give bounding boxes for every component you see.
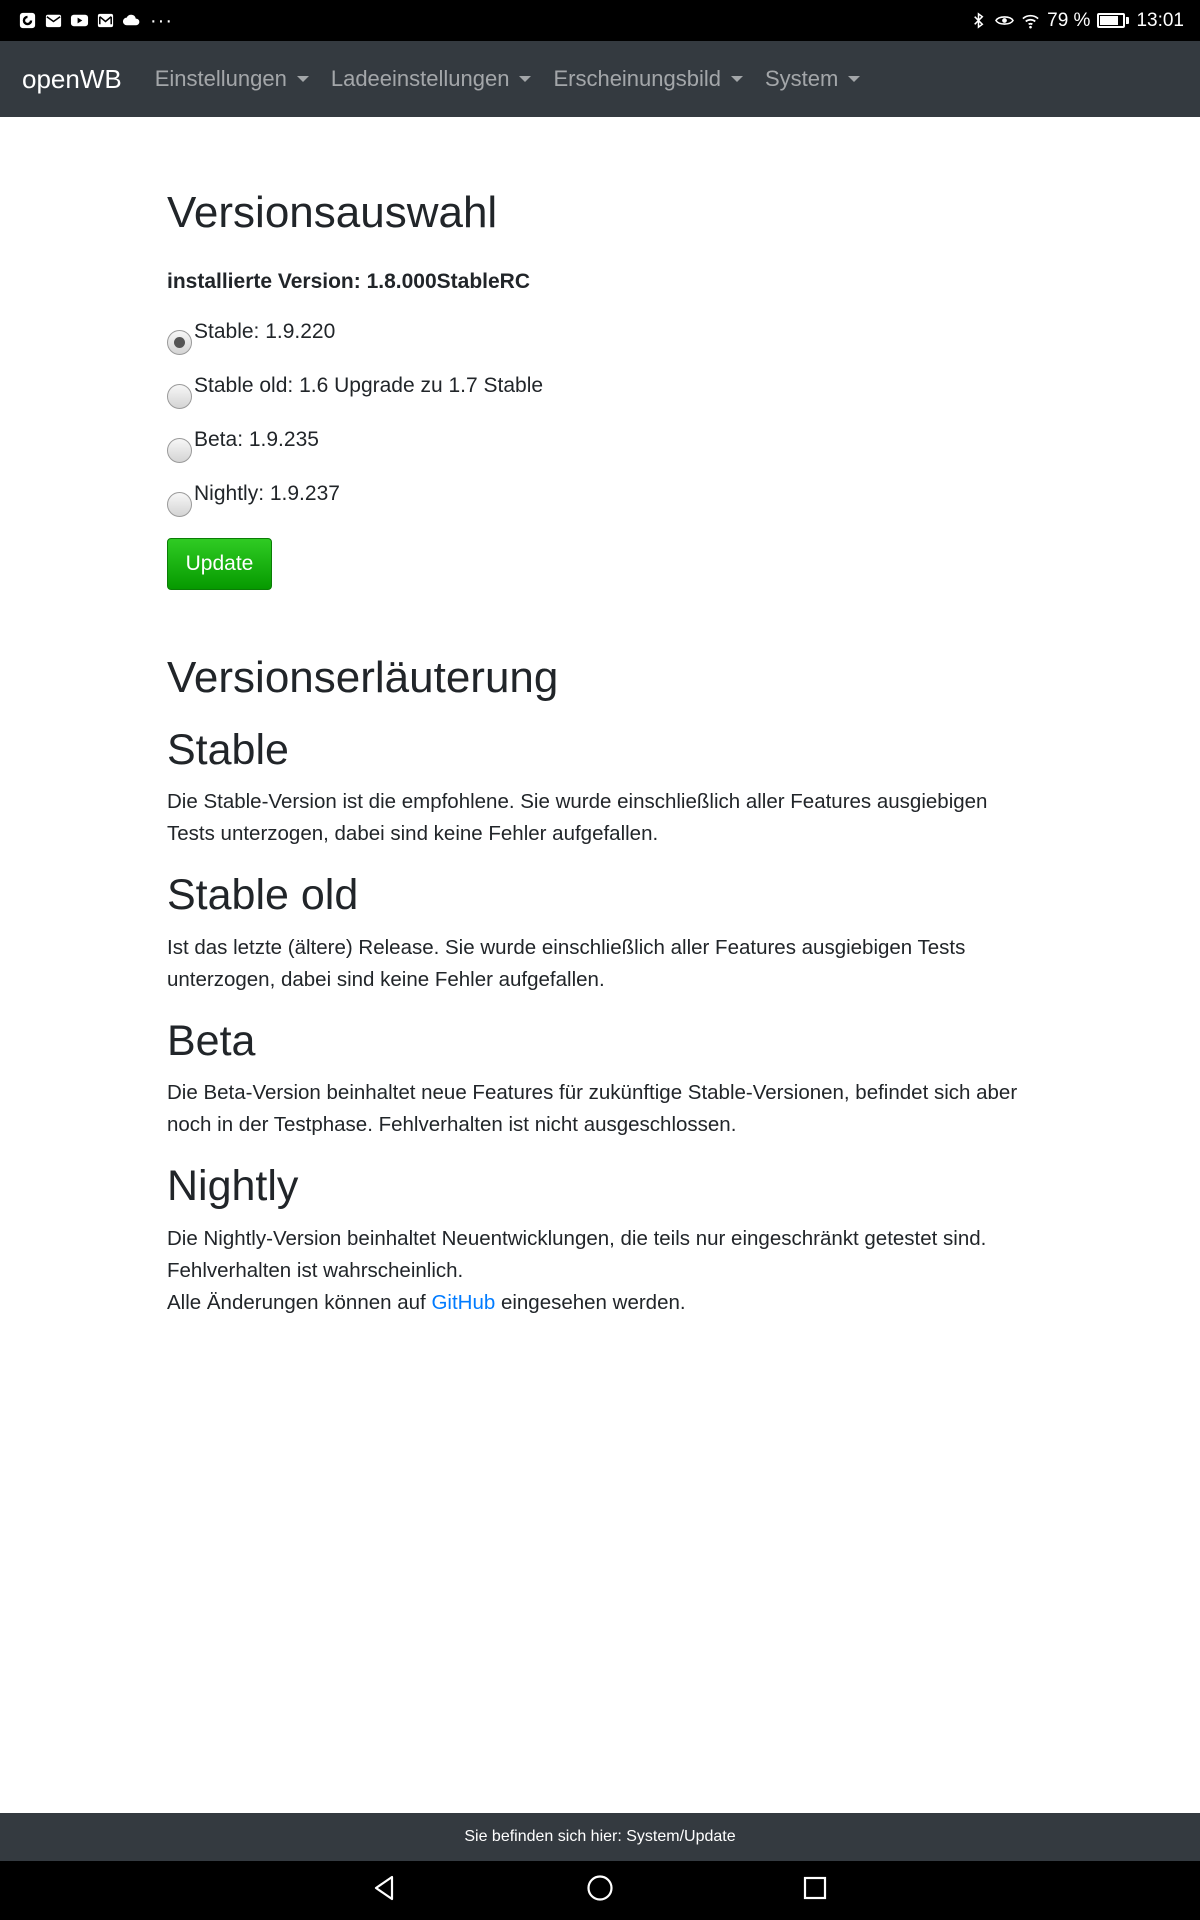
nav-dropdown-erscheinungsbild[interactable] xyxy=(553,66,743,92)
sync-icon xyxy=(18,11,37,30)
radio-button[interactable] xyxy=(167,438,192,463)
page-title: Versionsauswahl xyxy=(167,188,498,237)
radio-label[interactable]: Nightly: 1.9.237 xyxy=(194,481,340,505)
changes-suffix: eingesehen werden. xyxy=(495,1290,686,1314)
section-text-stable-old: Ist das letzte (ältere) Release. Sie wurde einschließlich aller Features ausgiebigen Tests unterzogen, dabei sind keine Fehler aufgefallen. xyxy=(167,935,966,991)
chevron-down-icon xyxy=(519,76,531,82)
brand-logo[interactable]: openWB xyxy=(22,63,122,94)
battery-icon xyxy=(1097,13,1129,28)
nav-dropdown-system[interactable] xyxy=(765,66,860,92)
clock: 13:01 xyxy=(1136,9,1184,31)
radio-option-beta[interactable] xyxy=(167,428,1037,482)
cloud-icon xyxy=(122,11,141,30)
battery-percentage: 79 % xyxy=(1047,9,1091,31)
nav-label: System xyxy=(765,66,839,91)
chevron-down-icon xyxy=(297,76,309,82)
main-content xyxy=(167,117,1037,1319)
version-radio-group xyxy=(167,320,1037,536)
gmail-icon xyxy=(96,11,115,30)
chevron-down-icon xyxy=(848,76,860,82)
radio-option-stable[interactable] xyxy=(167,320,1037,374)
more-notifications-indicator: ··· xyxy=(150,9,173,32)
status-bar-notifications xyxy=(18,11,173,31)
chevron-down-icon xyxy=(731,76,743,82)
section-heading-nightly: Nightly xyxy=(167,1162,299,1211)
section-text-nightly xyxy=(167,1223,1037,1319)
nav-dropdown-einstellungen[interactable] xyxy=(155,66,309,92)
installed-version: installierte Version: 1.8.000StableRC xyxy=(167,269,530,293)
radio-option-stable-old[interactable] xyxy=(167,374,1037,428)
radio-button[interactable] xyxy=(167,384,192,409)
nav-label: Einstellungen xyxy=(154,66,287,91)
status-bar xyxy=(0,0,1200,41)
recents-icon[interactable] xyxy=(800,1873,830,1908)
section-heading-beta: Beta xyxy=(167,1016,256,1065)
nav-label: Erscheinungsbild xyxy=(553,66,721,91)
location-footer xyxy=(0,1813,1200,1861)
radio-label[interactable]: Stable old: 1.6 Upgrade zu 1.7 Stable xyxy=(194,373,544,397)
github-link[interactable]: GitHub xyxy=(431,1290,496,1314)
explanation-title: Versionserläuterung xyxy=(167,652,559,702)
nightly-description: Die Nightly-Version beinhaltet Neuentwicklungen, die teils nur eingeschränkt getestet sind. Fehlverhalten ist wahrscheinlich. xyxy=(167,1226,987,1282)
breadcrumb: Sie befinden sich hier: System/Update xyxy=(464,1828,736,1845)
top-navbar xyxy=(0,41,1200,117)
section-text-stable: Die Stable-Version ist die empfohlene. Sie wurde einschließlich aller Features ausgiebigen Tests unterzogen, dabei sind keine Fehler aufgefallen. xyxy=(167,790,988,846)
android-nav-bar xyxy=(0,1861,1200,1920)
section-heading-stable: Stable xyxy=(167,725,289,774)
bluetooth-icon xyxy=(969,11,988,30)
wifi-icon xyxy=(1021,11,1040,30)
eye-comfort-icon xyxy=(995,11,1014,30)
section-text-beta: Die Beta-Version beinhaltet neue Features für zukünftige Stable-Versionen, befindet sich aber noch in der Testphase. Fehlverhalten ist nicht ausgeschlossen. xyxy=(167,1081,1018,1137)
section-heading-stable-old: Stable old xyxy=(167,871,359,920)
radio-label[interactable]: Beta: 1.9.235 xyxy=(194,427,319,451)
radio-button[interactable] xyxy=(167,492,192,517)
back-icon[interactable] xyxy=(370,1873,400,1908)
radio-label[interactable]: Stable: 1.9.220 xyxy=(194,319,336,343)
nav-dropdown-ladeeinstellungen[interactable] xyxy=(331,66,532,92)
nav-label: Ladeeinstellungen xyxy=(330,66,510,91)
youtube-icon xyxy=(70,11,89,30)
update-button[interactable]: Update xyxy=(167,538,272,590)
mail-icon xyxy=(44,11,63,30)
changes-prefix: Alle Änderungen können auf xyxy=(167,1290,432,1314)
status-bar-system xyxy=(969,10,1184,32)
radio-option-nightly[interactable] xyxy=(167,482,1037,536)
home-icon[interactable] xyxy=(585,1873,615,1908)
radio-button[interactable] xyxy=(167,330,192,355)
